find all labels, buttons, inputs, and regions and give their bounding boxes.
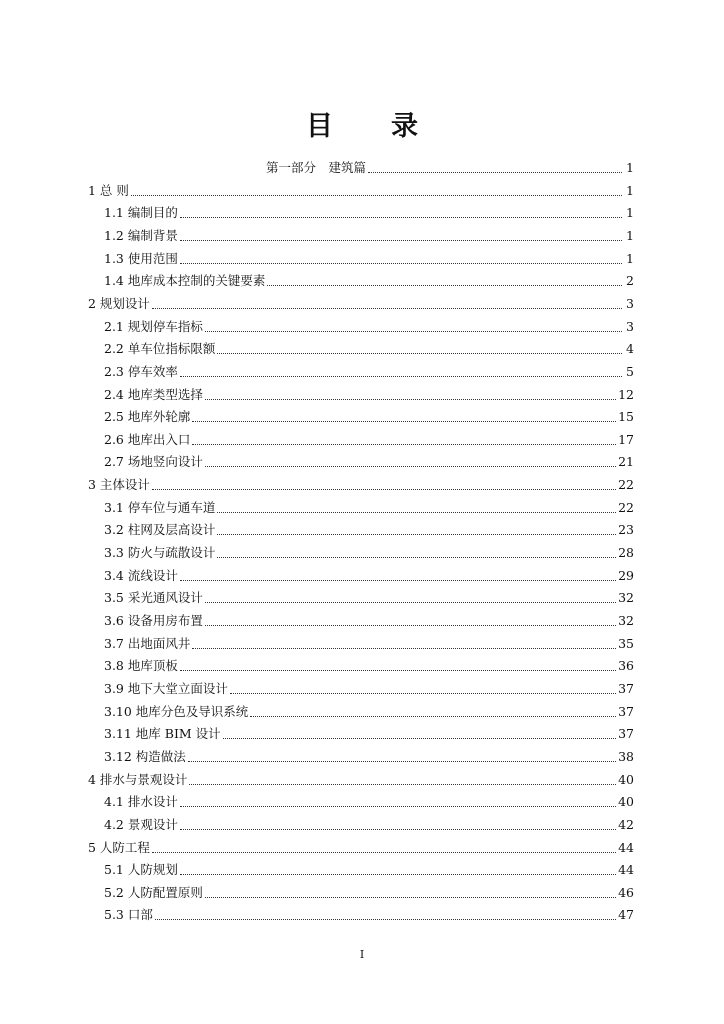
toc-entry-page: 17 bbox=[618, 431, 634, 447]
toc-entry-label: 3.6 设备用房布置 bbox=[104, 613, 203, 628]
toc-leader-dots bbox=[189, 784, 616, 785]
toc-leader-dots bbox=[250, 716, 616, 717]
title-char-left: 目 bbox=[306, 111, 333, 142]
toc-entry[interactable] bbox=[104, 903, 634, 923]
toc-entry-page: 37 bbox=[618, 726, 634, 742]
toc-entry[interactable] bbox=[104, 564, 634, 584]
toc-leader-dots bbox=[180, 263, 622, 264]
toc-leader-dots bbox=[205, 897, 616, 898]
toc-entry-label: 4.2 景观设计 bbox=[104, 816, 178, 832]
toc-entry-page: 29 bbox=[618, 567, 634, 583]
toc-entry-label: 4.1 排水设计 bbox=[104, 794, 178, 810]
toc-entry-label: 3.2 柱网及层高设计 bbox=[104, 522, 216, 538]
toc-entry-page: 1 bbox=[626, 250, 634, 266]
toc-leader-dots bbox=[205, 466, 616, 467]
toc-leader-dots bbox=[152, 852, 616, 853]
toc-entry-label: 2 规划设计 bbox=[88, 295, 150, 311]
toc-leader-dots bbox=[180, 829, 616, 830]
toc-entry[interactable] bbox=[104, 654, 634, 674]
toc-entry-label: 3.7 出地面风井 bbox=[104, 635, 191, 651]
toc-entry[interactable] bbox=[88, 473, 634, 493]
toc-leader-dots bbox=[217, 353, 622, 354]
toc-entry-label: 3 主体设计 bbox=[88, 477, 150, 493]
toc-entry[interactable] bbox=[104, 315, 634, 335]
toc-leader-dots bbox=[188, 761, 616, 762]
toc-entry[interactable] bbox=[104, 201, 634, 221]
toc-leader-dots bbox=[180, 240, 622, 241]
toc-leader-dots bbox=[180, 580, 616, 581]
toc-leader-dots bbox=[155, 919, 616, 920]
toc-entry-page: 40 bbox=[618, 771, 634, 787]
toc-leader-dots bbox=[192, 444, 616, 445]
toc-entry-label: 3.12 构造做法 bbox=[104, 748, 186, 764]
toc-entry-label: 4 排水与景观设计 bbox=[88, 771, 188, 787]
toc-entry-page: 22 bbox=[618, 477, 634, 493]
toc-entry[interactable] bbox=[104, 790, 634, 810]
toc-entry[interactable] bbox=[104, 428, 634, 448]
toc-leader-dots bbox=[217, 557, 616, 558]
toc-leader-dots bbox=[267, 285, 622, 286]
toc-entry-page: 22 bbox=[618, 499, 634, 515]
page-title bbox=[0, 104, 724, 143]
toc-entry-label: 3.5 采光通风设计 bbox=[104, 590, 203, 606]
toc-entry-page: 36 bbox=[618, 658, 634, 674]
toc-entry-label: 1.2 编制背景 bbox=[104, 227, 178, 243]
page-number: I bbox=[359, 948, 365, 961]
toc-entry-label: 2.7 场地竖向设计 bbox=[104, 454, 203, 470]
toc-entry-page: 1 bbox=[626, 227, 634, 243]
toc-leader-dots bbox=[217, 534, 616, 535]
toc-entry-page: 1 bbox=[626, 205, 634, 221]
toc-entry-page: 46 bbox=[618, 884, 634, 900]
toc-leader-dots bbox=[180, 217, 622, 218]
toc-leader-dots bbox=[205, 399, 616, 400]
toc-entry-label: 1.1 编制目的 bbox=[104, 205, 178, 221]
toc-entry[interactable] bbox=[88, 179, 634, 199]
toc-entry-page: 15 bbox=[618, 409, 634, 425]
toc-entry-label: 2.2 单车位指标限额 bbox=[104, 341, 216, 357]
toc-entry-page: 37 bbox=[618, 680, 634, 696]
title-char-right: 录 bbox=[391, 111, 418, 142]
toc-entry[interactable] bbox=[104, 722, 634, 742]
toc-entry-label: 2.6 地库出入口 bbox=[104, 431, 191, 447]
toc-entry-page: 1 bbox=[626, 182, 634, 198]
toc-leader-dots bbox=[368, 172, 622, 173]
toc-entry-page: 5 bbox=[626, 363, 634, 379]
toc-entry[interactable] bbox=[104, 224, 634, 244]
toc-leader-dots bbox=[152, 308, 622, 309]
toc-entry[interactable] bbox=[104, 609, 634, 629]
toc-entry[interactable] bbox=[104, 858, 634, 878]
toc-entry[interactable] bbox=[104, 360, 634, 380]
toc-entry[interactable] bbox=[104, 383, 634, 403]
toc-entry-page: 3 bbox=[626, 295, 634, 311]
toc-entry-page: 44 bbox=[618, 839, 634, 855]
toc-entry[interactable] bbox=[104, 541, 634, 561]
toc-entry-page: 44 bbox=[618, 862, 634, 878]
toc-entry-label: 1 总 则 bbox=[88, 182, 129, 198]
toc-entry[interactable] bbox=[104, 496, 634, 516]
toc-entry[interactable] bbox=[104, 269, 634, 289]
toc-entry-page: 2 bbox=[626, 273, 634, 289]
toc-entry-label: 3.11 地库 BIM 设计 bbox=[104, 726, 221, 742]
toc-entry-page: 42 bbox=[618, 816, 634, 832]
toc-entry[interactable] bbox=[104, 677, 634, 697]
toc-entry-label: 2.3 停车效率 bbox=[104, 363, 178, 379]
toc-leader-dots bbox=[180, 806, 616, 807]
toc-entry-label: 3.8 地库顶板 bbox=[104, 658, 178, 674]
toc-entry-page: 38 bbox=[618, 748, 634, 764]
toc-entry-label: 1.4 地库成本控制的关键要素 bbox=[104, 273, 266, 289]
toc-entry[interactable] bbox=[104, 745, 634, 765]
toc-entry-label: 2.1 规划停车指标 bbox=[104, 318, 203, 334]
toc-entry[interactable] bbox=[104, 518, 634, 538]
toc-entry[interactable] bbox=[104, 247, 634, 267]
toc-entry-page: 3 bbox=[626, 318, 634, 334]
toc-entry[interactable] bbox=[0, 156, 634, 176]
toc-leader-dots bbox=[223, 738, 616, 739]
toc-leader-dots bbox=[131, 195, 622, 196]
toc-entry-page: 28 bbox=[618, 545, 634, 561]
toc-entry[interactable] bbox=[104, 337, 634, 357]
toc-leader-dots bbox=[217, 512, 616, 513]
toc-entry-label: 3.4 流线设计 bbox=[104, 567, 178, 583]
toc-entry[interactable] bbox=[104, 813, 634, 833]
toc-leader-dots bbox=[205, 602, 616, 603]
toc-leader-dots bbox=[152, 489, 616, 490]
toc-leader-dots bbox=[192, 421, 616, 422]
toc-entry-page: 40 bbox=[618, 794, 634, 810]
toc-entry-page: 37 bbox=[618, 703, 634, 719]
toc-entry[interactable] bbox=[104, 586, 634, 606]
toc-leader-dots bbox=[180, 670, 616, 671]
toc-entry[interactable] bbox=[88, 768, 634, 788]
toc-entry-label: 5.1 人防规划 bbox=[104, 862, 178, 878]
toc-entry[interactable] bbox=[104, 632, 634, 652]
toc-entry-label: 2.4 地库类型选择 bbox=[104, 386, 203, 402]
toc-entry-label: 5.2 人防配置原则 bbox=[104, 884, 203, 900]
toc-entry-label: 5.3 口部 bbox=[104, 907, 153, 923]
toc-leader-dots bbox=[180, 874, 616, 875]
toc-entry-label: 3.1 停车位与通车道 bbox=[104, 499, 216, 515]
toc-entry-label: 3.9 地下大堂立面设计 bbox=[104, 680, 228, 696]
toc-entry-label: 5 人防工程 bbox=[88, 839, 150, 855]
toc-entry-page: 23 bbox=[618, 522, 634, 538]
toc-entry-page: 35 bbox=[618, 635, 634, 651]
toc-entry-page: 12 bbox=[618, 386, 634, 402]
toc-leader-dots bbox=[180, 376, 622, 377]
toc-entry-label: 3.3 防火与疏散设计 bbox=[104, 545, 216, 561]
toc-entry[interactable] bbox=[104, 450, 634, 470]
toc-entry-page: 32 bbox=[618, 613, 634, 628]
toc-entry-label: 第一部分 建筑篇 bbox=[266, 160, 367, 175]
toc-entry-page: 47 bbox=[618, 907, 634, 923]
toc-leader-dots bbox=[205, 331, 622, 332]
toc-entry-label: 3.10 地库分色及导识系统 bbox=[104, 703, 249, 719]
toc-leader-dots bbox=[205, 625, 616, 626]
toc-entry[interactable] bbox=[88, 292, 634, 312]
toc-entry[interactable] bbox=[104, 881, 634, 901]
toc-entry[interactable] bbox=[104, 405, 634, 425]
toc-entry[interactable] bbox=[88, 836, 634, 856]
toc-entry-label: 1.3 使用范围 bbox=[104, 250, 178, 266]
toc-entry-page: 32 bbox=[618, 590, 634, 606]
toc-entry-page: 21 bbox=[618, 454, 634, 470]
toc-leader-dots bbox=[230, 693, 616, 694]
toc-entry-page: 1 bbox=[626, 160, 634, 175]
toc-entry-page: 4 bbox=[626, 341, 634, 357]
toc-entry[interactable] bbox=[104, 700, 634, 720]
toc-entry-label: 2.5 地库外轮廓 bbox=[104, 409, 191, 425]
toc-leader-dots bbox=[192, 648, 616, 649]
